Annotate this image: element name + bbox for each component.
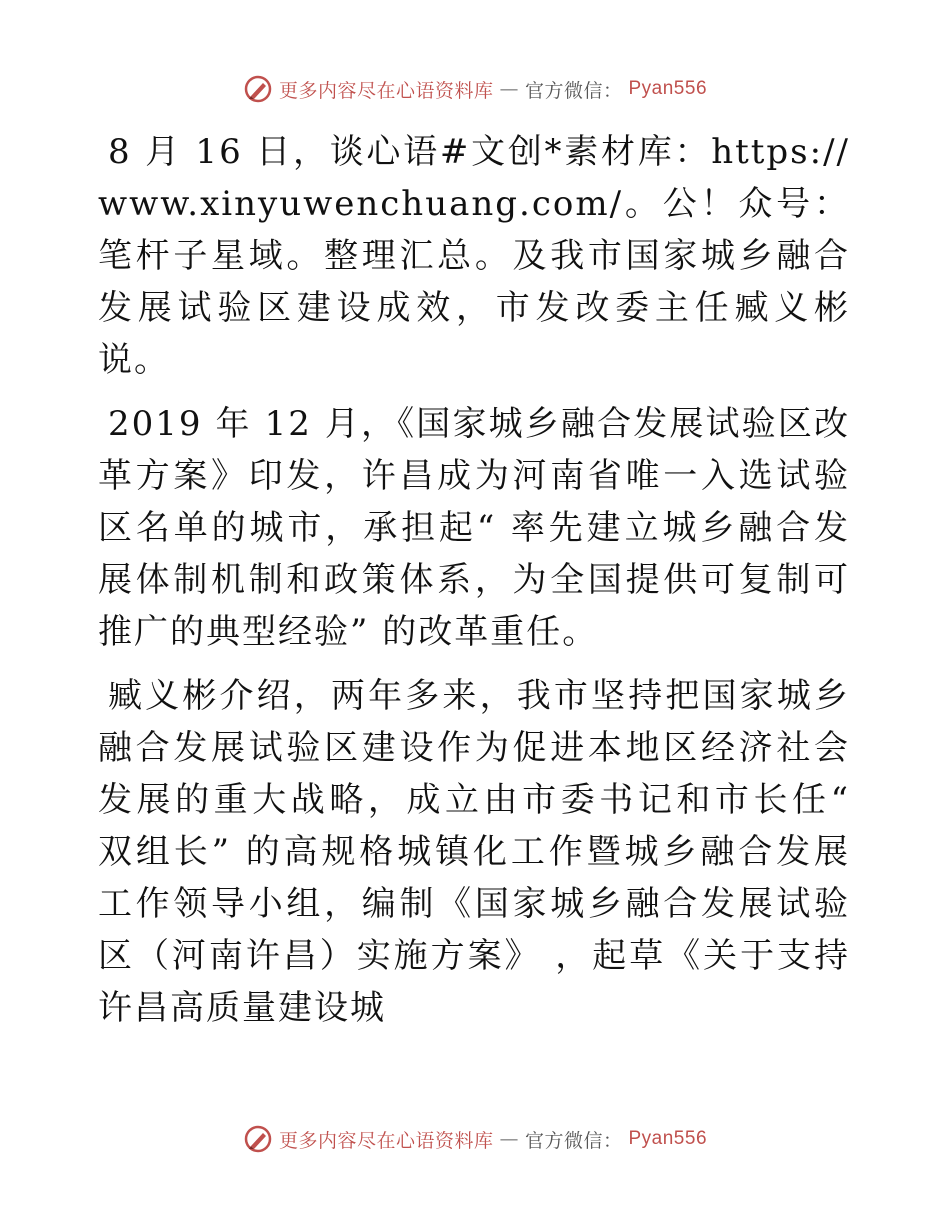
wechat-id: Pyan556 bbox=[628, 1128, 708, 1149]
header-watermark bbox=[0, 74, 950, 104]
document-body bbox=[98, 126, 850, 1034]
footer-watermark bbox=[0, 1124, 950, 1154]
wechat-label: 官方微信： bbox=[524, 1129, 623, 1152]
watermark-separator: — bbox=[499, 78, 519, 100]
watermark-separator: — bbox=[499, 1128, 519, 1150]
watermark-text: 更多内容尽在心语资料库 bbox=[278, 1129, 494, 1152]
paragraph-1 bbox=[98, 126, 850, 386]
paragraph-text: 臧义彬介绍，两年多来，我市坚持把国家城乡融合发展试验区建设作为促进本地区经济社会发展的重大战略，成立由市委书记和市长任“ 双组长” 的高规格城镇化工作暨城乡融合发展工作领导小组，编制《国家城乡融合发展试验区（河南许昌）实施方案》 ，起草《关于支持许昌高质量建设城 bbox=[98, 676, 850, 1028]
paragraph-text: 8 月 16 日，谈心语#文创*素材库：https://www.xinyuwenchuang.com/。公！众号：笔杆子星域。整理汇总。及我市国家城乡融合发展试验区建设成效，市发改委主任臧义彬说。 bbox=[98, 132, 850, 380]
wechat-id: Pyan556 bbox=[628, 78, 708, 99]
wechat-label: 官方微信： bbox=[524, 79, 623, 102]
paragraph-3 bbox=[98, 670, 850, 1034]
paragraph-text: 2019 年 12 月，《国家城乡融合发展试验区改革方案》印发，许昌成为河南省唯一入选试验区名单的城市，承担起“ 率先建立城乡融合发展体制机制和政策体系，为全国提供可复制可推广的典型经验” 的改革重任。 bbox=[98, 404, 850, 652]
pen-logo-icon bbox=[243, 74, 273, 104]
paragraph-2 bbox=[98, 398, 850, 658]
pen-logo-icon bbox=[243, 1124, 273, 1154]
watermark-text: 更多内容尽在心语资料库 bbox=[278, 79, 494, 102]
